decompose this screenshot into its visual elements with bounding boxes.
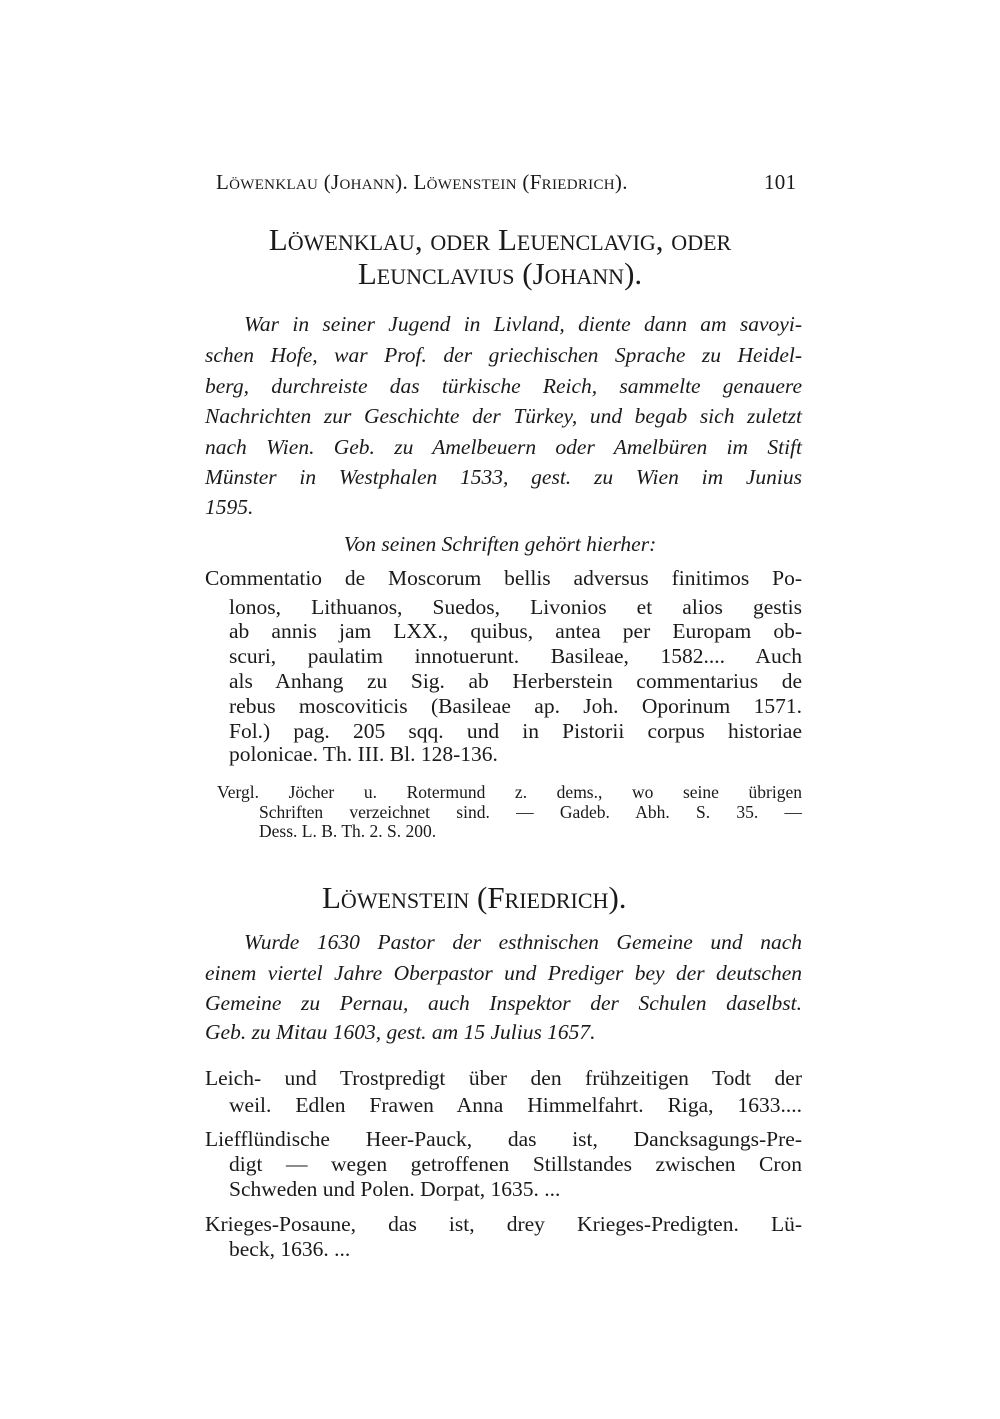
bio-line: schen Hofe, war Prof. der griechischen Sprache zu Heidel- xyxy=(205,343,802,367)
note-line: Dess. L. B. Th. 2. S. 200. xyxy=(259,821,437,841)
running-head xyxy=(216,170,797,195)
work-line: als Anhang zu Sig. ab Herberstein commentarius de xyxy=(229,669,802,693)
work-line: Fol.) pag. 205 sqq. und in Pistorii corpus historiae xyxy=(229,719,802,743)
bio-line: Gemeine zu Pernau, auch Inspektor der Schulen daselbst. xyxy=(205,991,802,1015)
work-line: Krieges-Posaune, das ist, drey Krieges-Predigten. Lü- xyxy=(205,1212,802,1236)
writings-heading: Von seinen Schriften gehört hierher: xyxy=(343,532,657,556)
work-line: scuri, paulatim innotuerunt. Basileae, 1582.... Auch xyxy=(229,644,802,668)
entry-title: Löwenstein (Friedrich). xyxy=(322,880,627,915)
work-line: weil. Edlen Frawen Anna Himmelfahrt. Riga, 1633.... xyxy=(229,1093,802,1117)
bio-line: einem viertel Jahre Oberpastor und Prediger bey der deutschen xyxy=(205,961,802,985)
running-head-text: Löwenklau (Johann). Löwenstein (Friedrich). xyxy=(216,170,628,194)
note-line: Schriften verzeichnet sind. — Gadeb. Abh. S. 35. — xyxy=(259,802,802,822)
bio-line: Wurde 1630 Pastor der esthnischen Gemeine und nach xyxy=(244,930,802,954)
bio-line: berg, durchreiste das türkische Reich, sammelte genauere xyxy=(205,374,802,398)
work-line: Liefflündische Heer-Pauck, das ist, Dancksagungs-Pre- xyxy=(205,1127,802,1151)
bio-line: nach Wien. Geb. zu Amelbeuern oder Amelbüren im Stift xyxy=(205,435,802,459)
entry-title-line: Leunclavius (Johann). xyxy=(357,256,643,291)
bio-line: 1595. xyxy=(205,495,254,519)
work-line: digt — wegen getroffenen Stillstandes zwischen Cron xyxy=(229,1152,802,1176)
work-line: ab annis jam LXX., quibus, antea per Europam ob- xyxy=(229,619,802,643)
page-number: 101 xyxy=(764,170,797,194)
work-line: polonicae. Th. III. Bl. 128-136. xyxy=(229,742,498,766)
work-line: rebus moscoviticis (Basileae ap. Joh. Oporinum 1571. xyxy=(229,694,802,718)
bio-line: War in seiner Jugend in Livland, diente dann am savoyi- xyxy=(244,312,802,336)
bio-line: Münster in Westphalen 1533, gest. zu Wien im Junius xyxy=(205,465,802,489)
work-line: lonos, Lithuanos, Suedos, Livonios et alios gestis xyxy=(229,595,802,619)
entry-title-line: Löwenklau, oder Leuenclavig, oder xyxy=(268,222,732,257)
work-line: Commentatio de Moscorum bellis adversus finitimos Po- xyxy=(205,566,802,590)
bio-line: Nachrichten zur Geschichte der Türkey, und begab sich zuletzt xyxy=(205,404,802,428)
work-line: Leich- und Trostpredigt über den frühzeitigen Todt der xyxy=(205,1066,802,1090)
work-line: Schweden und Polen. Dorpat, 1635. ... xyxy=(229,1177,561,1201)
work-line: beck, 1636. ... xyxy=(229,1237,351,1261)
note-line: Vergl. Jöcher u. Rotermund z. dems., wo seine übrigen xyxy=(217,782,802,802)
bio-line: Geb. zu Mitau 1603, gest. am 15 Julius 1657. xyxy=(205,1020,596,1044)
